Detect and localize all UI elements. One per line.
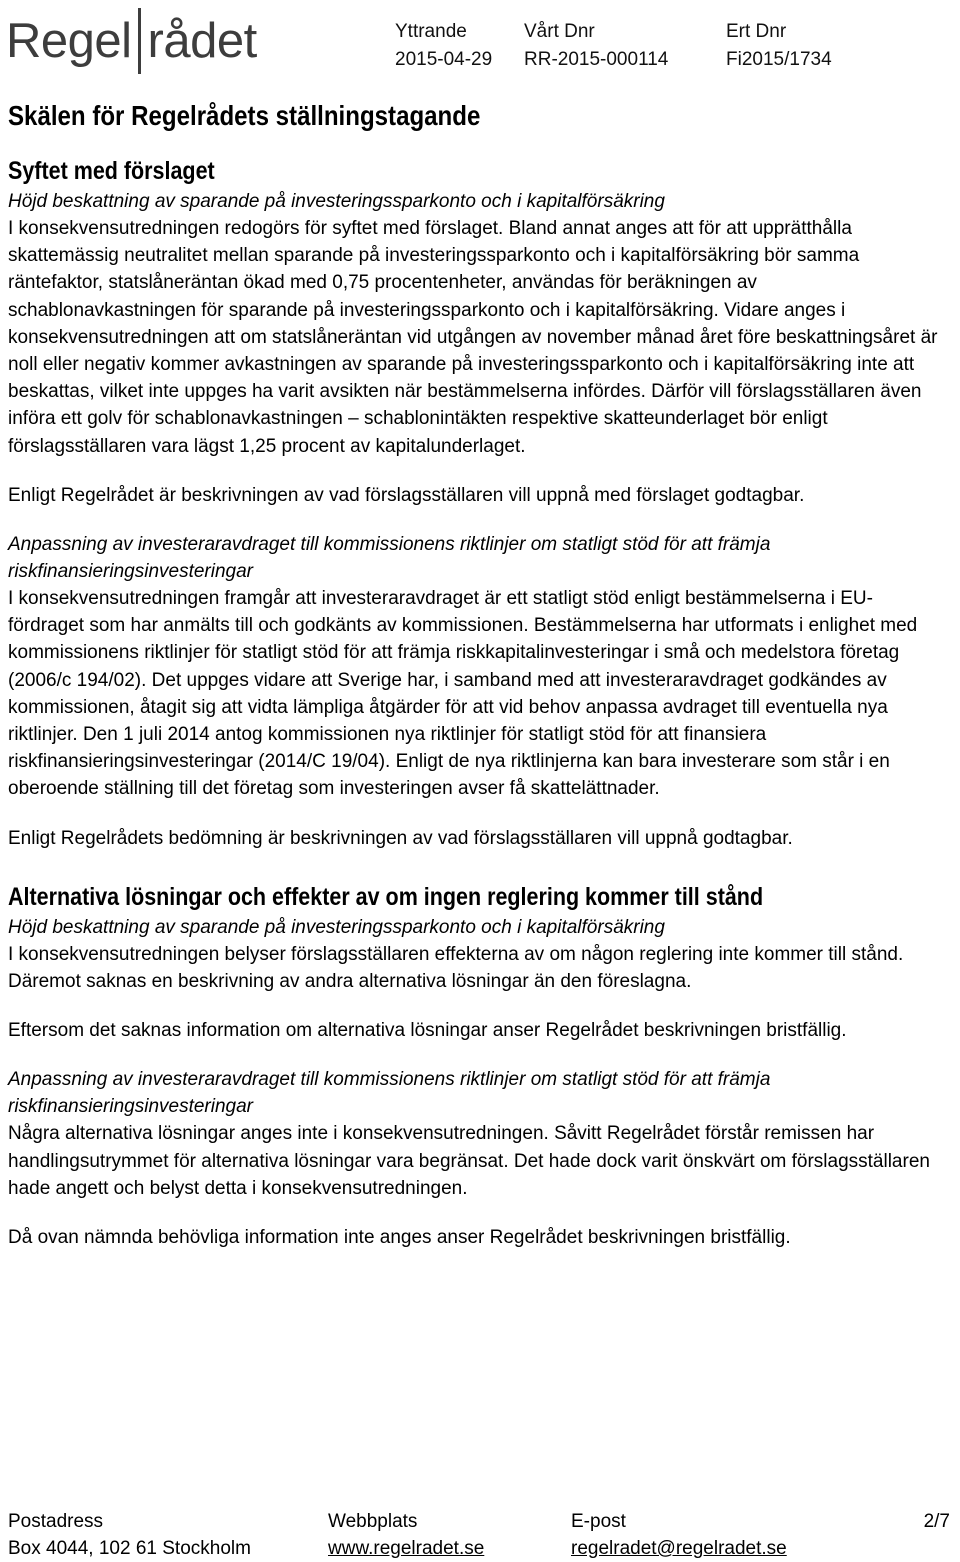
logo-text-left: Regel	[6, 14, 132, 68]
paragraph: Enligt Regelrådets bedömning är beskrivningen av vad förslagsställaren vill uppnå godtagbar.	[8, 827, 793, 849]
vart-dnr-label: Vårt Dnr	[524, 21, 595, 42]
postadress-value: Box 4044, 102 61 Stockholm	[8, 1538, 251, 1559]
ert-dnr-label: Ert Dnr	[726, 21, 787, 42]
paragraph: Då ovan nämnda behövliga information inte anges anser Regelrådet beskrivningen bristfällig.	[8, 1227, 791, 1249]
subheading-hojd-beskattning: Höjd beskattning av sparande på investeringssparkonto och i kapitalförsäkring	[8, 191, 665, 212]
postadress-label: Postadress	[8, 1511, 104, 1532]
epost-label: E-post	[571, 1511, 626, 1532]
paragraph: I konsekvensutredningen redogörs för syftet med förslaget. Bland annat anges att för att upprätthålla skattemässig neutralitet mellan sparande på investeringssparkonto och i kapitalförsäkring bör samma räntefaktor, statslåneräntan ökad med 0,75 procentenheter, användas för beräkningen av schablonavkastningen för sparande på investeringssparkonto och i kapitalförsäkring. Vidare anges i konsekvensutredningen att om statslåneräntan vid utgången av november månad året före beskattningsåret är noll eller negativ kommer avkastningen av sparande på investeringssparkonto och i kapitalförsäkring inte att beskattas, vilket inte uppges ha varit avsikten när bestämmelserna infördes. Därför vill förslagsställaren även införa ett golv för schablonavkastningen – schablonintäkten respektive skatteunderlaget bör enligt förslagsställaren vara lägst 1,25 procent av kapitalunderlaget.	[8, 218, 938, 457]
section-heading-alternativa: Alternativa lösningar och effekter av om ingen reglering kommer till stånd	[8, 882, 764, 911]
epost-link[interactable]: regelradet@regelradet.se	[571, 1538, 787, 1559]
footer-postadress	[8, 1508, 251, 1562]
yttrande-date: 2015-04-29	[395, 49, 493, 70]
webbplats-label: Webbplats	[328, 1511, 418, 1532]
paragraph: Några alternativa lösningar anges inte i konsekvensutredningen. Såvitt Regelrådet förstår remissen har handlingsutrymmet för alternativa lösningar vara begränsat. Det hade dock varit önskvärt om förslagsställaren hade angett och belyst detta i konsekvensutredningen.	[8, 1123, 930, 1199]
subheading-investeraravdrag: Anpassning av investeraravdraget till kommissionens riktlinjer om statligt stöd för att främja riskfinansieringsinvesteringar	[8, 1069, 771, 1118]
page-title: Skälen för Regelrådets ställningstagande	[8, 100, 481, 131]
vart-dnr-value: RR-2015-000114	[524, 49, 669, 70]
paragraph: Enligt Regelrådet är beskrivningen av vad förslagsställaren vill uppnå med förslaget godtagbar.	[8, 484, 805, 506]
logo-text-right: rådet	[147, 14, 257, 68]
ert-dnr-value: Fi2015/1734	[726, 49, 832, 70]
webbplats-link[interactable]: www.regelradet.se	[328, 1538, 485, 1559]
footer-webbplats	[328, 1508, 484, 1562]
paragraph: Eftersom det saknas information om alternativa lösningar anser Regelrådet beskrivningen bristfällig.	[8, 1020, 847, 1042]
logo-divider	[138, 8, 141, 74]
footer-epost	[571, 1508, 787, 1562]
subheading-investeraravdrag: Anpassning av investeraravdraget till kommissionens riktlinjer om statligt stöd för att främja riskfinansieringsinvesteringar	[8, 534, 771, 583]
yttrande-label: Yttrande	[395, 21, 467, 42]
yttrande-block	[395, 18, 492, 74]
vart-dnr-block	[524, 18, 668, 74]
ert-dnr-block	[726, 18, 832, 74]
paragraph: I konsekvensutredningen framgår att investeraravdraget är ett statligt stöd enligt bestämmelserna i EU-fördraget som har anmälts till och godkänts av kommissionen. Bestämmelserna har utformats i enlighet med kommissionens riktlinjer för statligt stöd för att främja riskkapitalinvesteringar i små och medelstora företag (2006/c 194/02). Det uppges vidare att Sverige har, i samband med att investeraravdraget godkändes av kommissionen, åtagit sig att vidta lämpliga åtgärder för att vid behov anpassa avdraget till eventuella nya riktlinjer. Den 1 juli 2014 antog kommissionen nya riktlinjer för statligt stöd för att finansiera riskfinansieringsinvesteringar (2014/C 19/04). Enligt de nya riktlinjerna kan bara investerare som står i en oberoende ställning till det företag som investeringen avser få skattelättnader.	[8, 588, 918, 800]
section-heading-syfte: Syftet med förslaget	[8, 157, 215, 185]
paragraph: I konsekvensutredningen belyser förslagsställaren effekterna av om någon reglering inte kommer till stånd. Däremot saknas en beskrivning av andra alternativa lösningar än den föreslagna.	[8, 943, 904, 993]
page-number: 2/7	[923, 1511, 950, 1532]
subheading-hojd-beskattning: Höjd beskattning av sparande på investeringssparkonto och i kapitalförsäkring	[8, 916, 665, 938]
regelradet-logo	[6, 6, 257, 76]
main-content	[8, 96, 948, 1251]
